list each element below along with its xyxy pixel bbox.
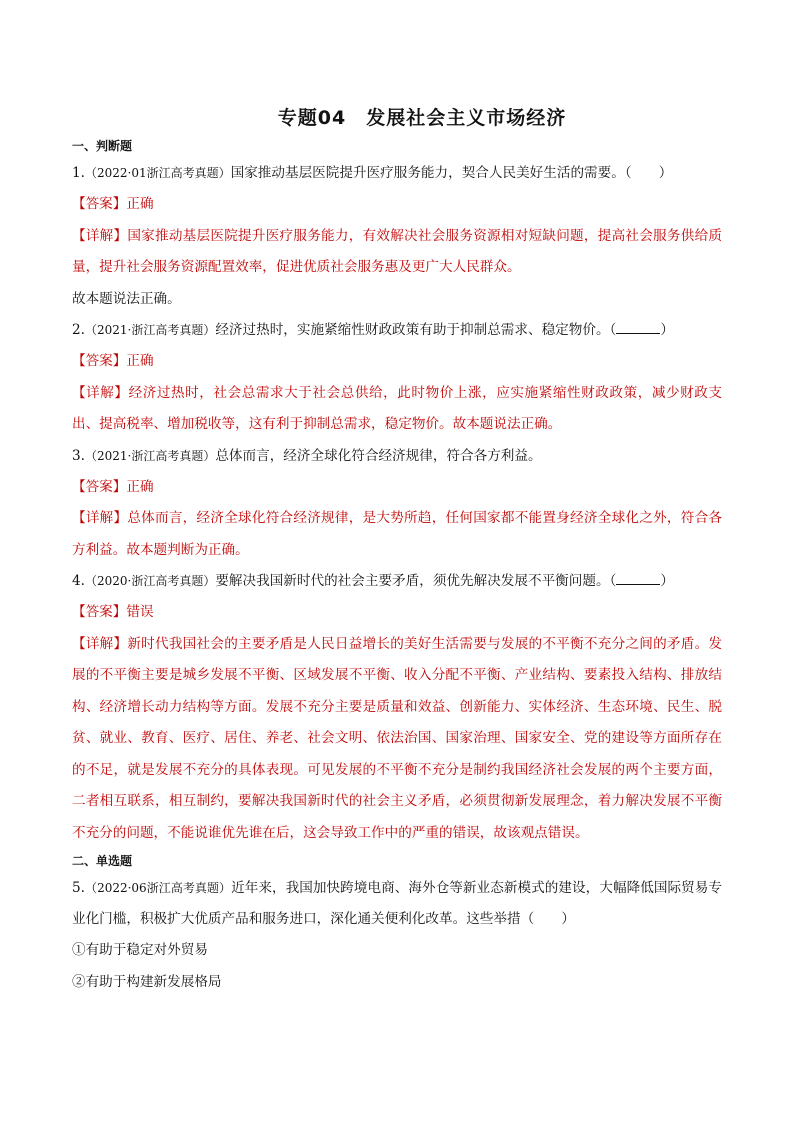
detail-text: 新时代我国社会的主要矛盾是人民日益增长的美好生活需要与发展的不平衡不充分之间的矛盾。发展的不平衡主要是城乡发展不平衡、区域发展不平衡、收入分配不平衡、产业结构、要素投入结构、排放结构、经济增长动力结构等方面。发展不充分主要是质量和效益、创新能力、实体经济、生态环境、民生、脱贫、就业、教育、医疗、居住、养老、社会文明、依法治国、国家治理、国家安全、党的建设等方面所存在的不足，就是发展不充分的具体表现。可见发展的不平衡不充分是制约我国经济社会发展的两个主要方面，二者相互联系，相互制约，要解决我国新时代的社会主义矛盾，必须贯彻新发展理念，着力解决发展不平衡不充分的问题，不能说谁优先谁在后，这会导致工作中的严重的错误，故该观点错误。 — [72, 635, 723, 841]
question-text-end: ） — [660, 322, 674, 338]
answer-value: 正确 — [126, 478, 154, 495]
detail-4 — [72, 629, 722, 850]
question-5 — [72, 873, 722, 935]
detail-label: 【详解】 — [72, 227, 128, 244]
detail-label: 【详解】 — [72, 384, 129, 401]
answer-blank — [616, 319, 660, 334]
question-text: 国家推动基层医院提升医疗服务能力，契合人民美好生活的需要。（ ） — [230, 165, 673, 181]
answer-value: 正确 — [126, 353, 154, 369]
question-text-end: ） — [660, 573, 674, 589]
answer-label: 【答案】 — [72, 196, 127, 212]
question-source: （2021·浙江高考真题） — [84, 323, 216, 337]
answer-1 — [72, 189, 722, 221]
answer-label: 【答案】 — [72, 604, 127, 620]
answer-3 — [72, 472, 722, 504]
question-number: 1. — [72, 165, 85, 181]
question-source: （2022·01浙江高考真题） — [84, 166, 231, 180]
detail-1-conclusion: 故本题说法正确。 — [72, 290, 181, 307]
detail-2 — [72, 378, 722, 441]
question-2 — [72, 315, 722, 346]
question-source: （2021·浙江高考真题） — [84, 448, 216, 463]
detail-1 — [72, 221, 722, 284]
question-number: 3. — [72, 447, 85, 464]
option-2: ②有助于构建新发展格局 — [72, 973, 222, 990]
answer-blank — [616, 570, 660, 585]
question-source: （2022·06浙江高考真题） — [84, 881, 232, 895]
question-number: 2. — [72, 322, 85, 338]
answer-label: 【答案】 — [72, 353, 127, 369]
detail-text: 经济过热时，社会总需求大于社会总供给，此时物价上涨，应实施紧缩性财政政策，减少财政支出、提高税率、增加税收等，这有利于抑制总需求，稳定物价。故本题说法正确。 — [72, 384, 723, 432]
answer-value: 正确 — [126, 196, 154, 212]
question-3 — [72, 441, 722, 472]
section-heading-single-choice: 二、单选题 — [72, 854, 133, 868]
detail-label: 【详解】 — [72, 635, 128, 652]
option-1: ①有助于稳定对外贸易 — [72, 942, 208, 958]
question-number: 5. — [72, 880, 85, 896]
question-text: 经济过热时，实施紧缩性财政政策有助于抑制总需求、稳定物价。（ — [215, 322, 617, 338]
document-body — [72, 134, 722, 998]
question-1 — [72, 158, 722, 189]
answer-label: 【答案】 — [72, 478, 127, 495]
question-4 — [72, 566, 722, 597]
detail-3 — [72, 503, 722, 566]
section-heading-judgement: 一、判断题 — [72, 139, 133, 153]
answer-2 — [72, 346, 722, 378]
question-text: 要解决我国新时代的社会主要矛盾，须优先解决发展不平衡问题。（ — [215, 573, 617, 589]
answer-4 — [72, 597, 722, 629]
detail-text: 总体而言，经济全球化符合经济规律，是大势所趋，任何国家都不能置身经济全球化之外，符合各方利益。故本题判断为正确。 — [72, 510, 723, 558]
question-number: 4. — [72, 573, 85, 589]
answer-value: 错误 — [126, 604, 154, 620]
question-text: 总体而言，经济全球化符合经济规律，符合各方利益。 — [215, 447, 542, 464]
detail-label: 【详解】 — [72, 510, 128, 526]
question-source: （2020·浙江高考真题） — [84, 574, 216, 588]
detail-text: 国家推动基层医院提升医疗服务能力，有效解决社会服务资源相对短缺问题，提高社会服务供给质量，提升社会服务资源配置效率，促进优质社会服务惠及更广大人民群众。 — [72, 227, 723, 275]
question-text: 近年来，我国加快跨境电商、海外仓等新业态新模式的建设，大幅降低国际贸易专业化门槛，积极扩大优质产品和服务进口，深化通关便利化改革。这些举措（ ） — [72, 880, 723, 927]
page-title: 专题04 发展社会主义市场经济 — [277, 107, 567, 129]
